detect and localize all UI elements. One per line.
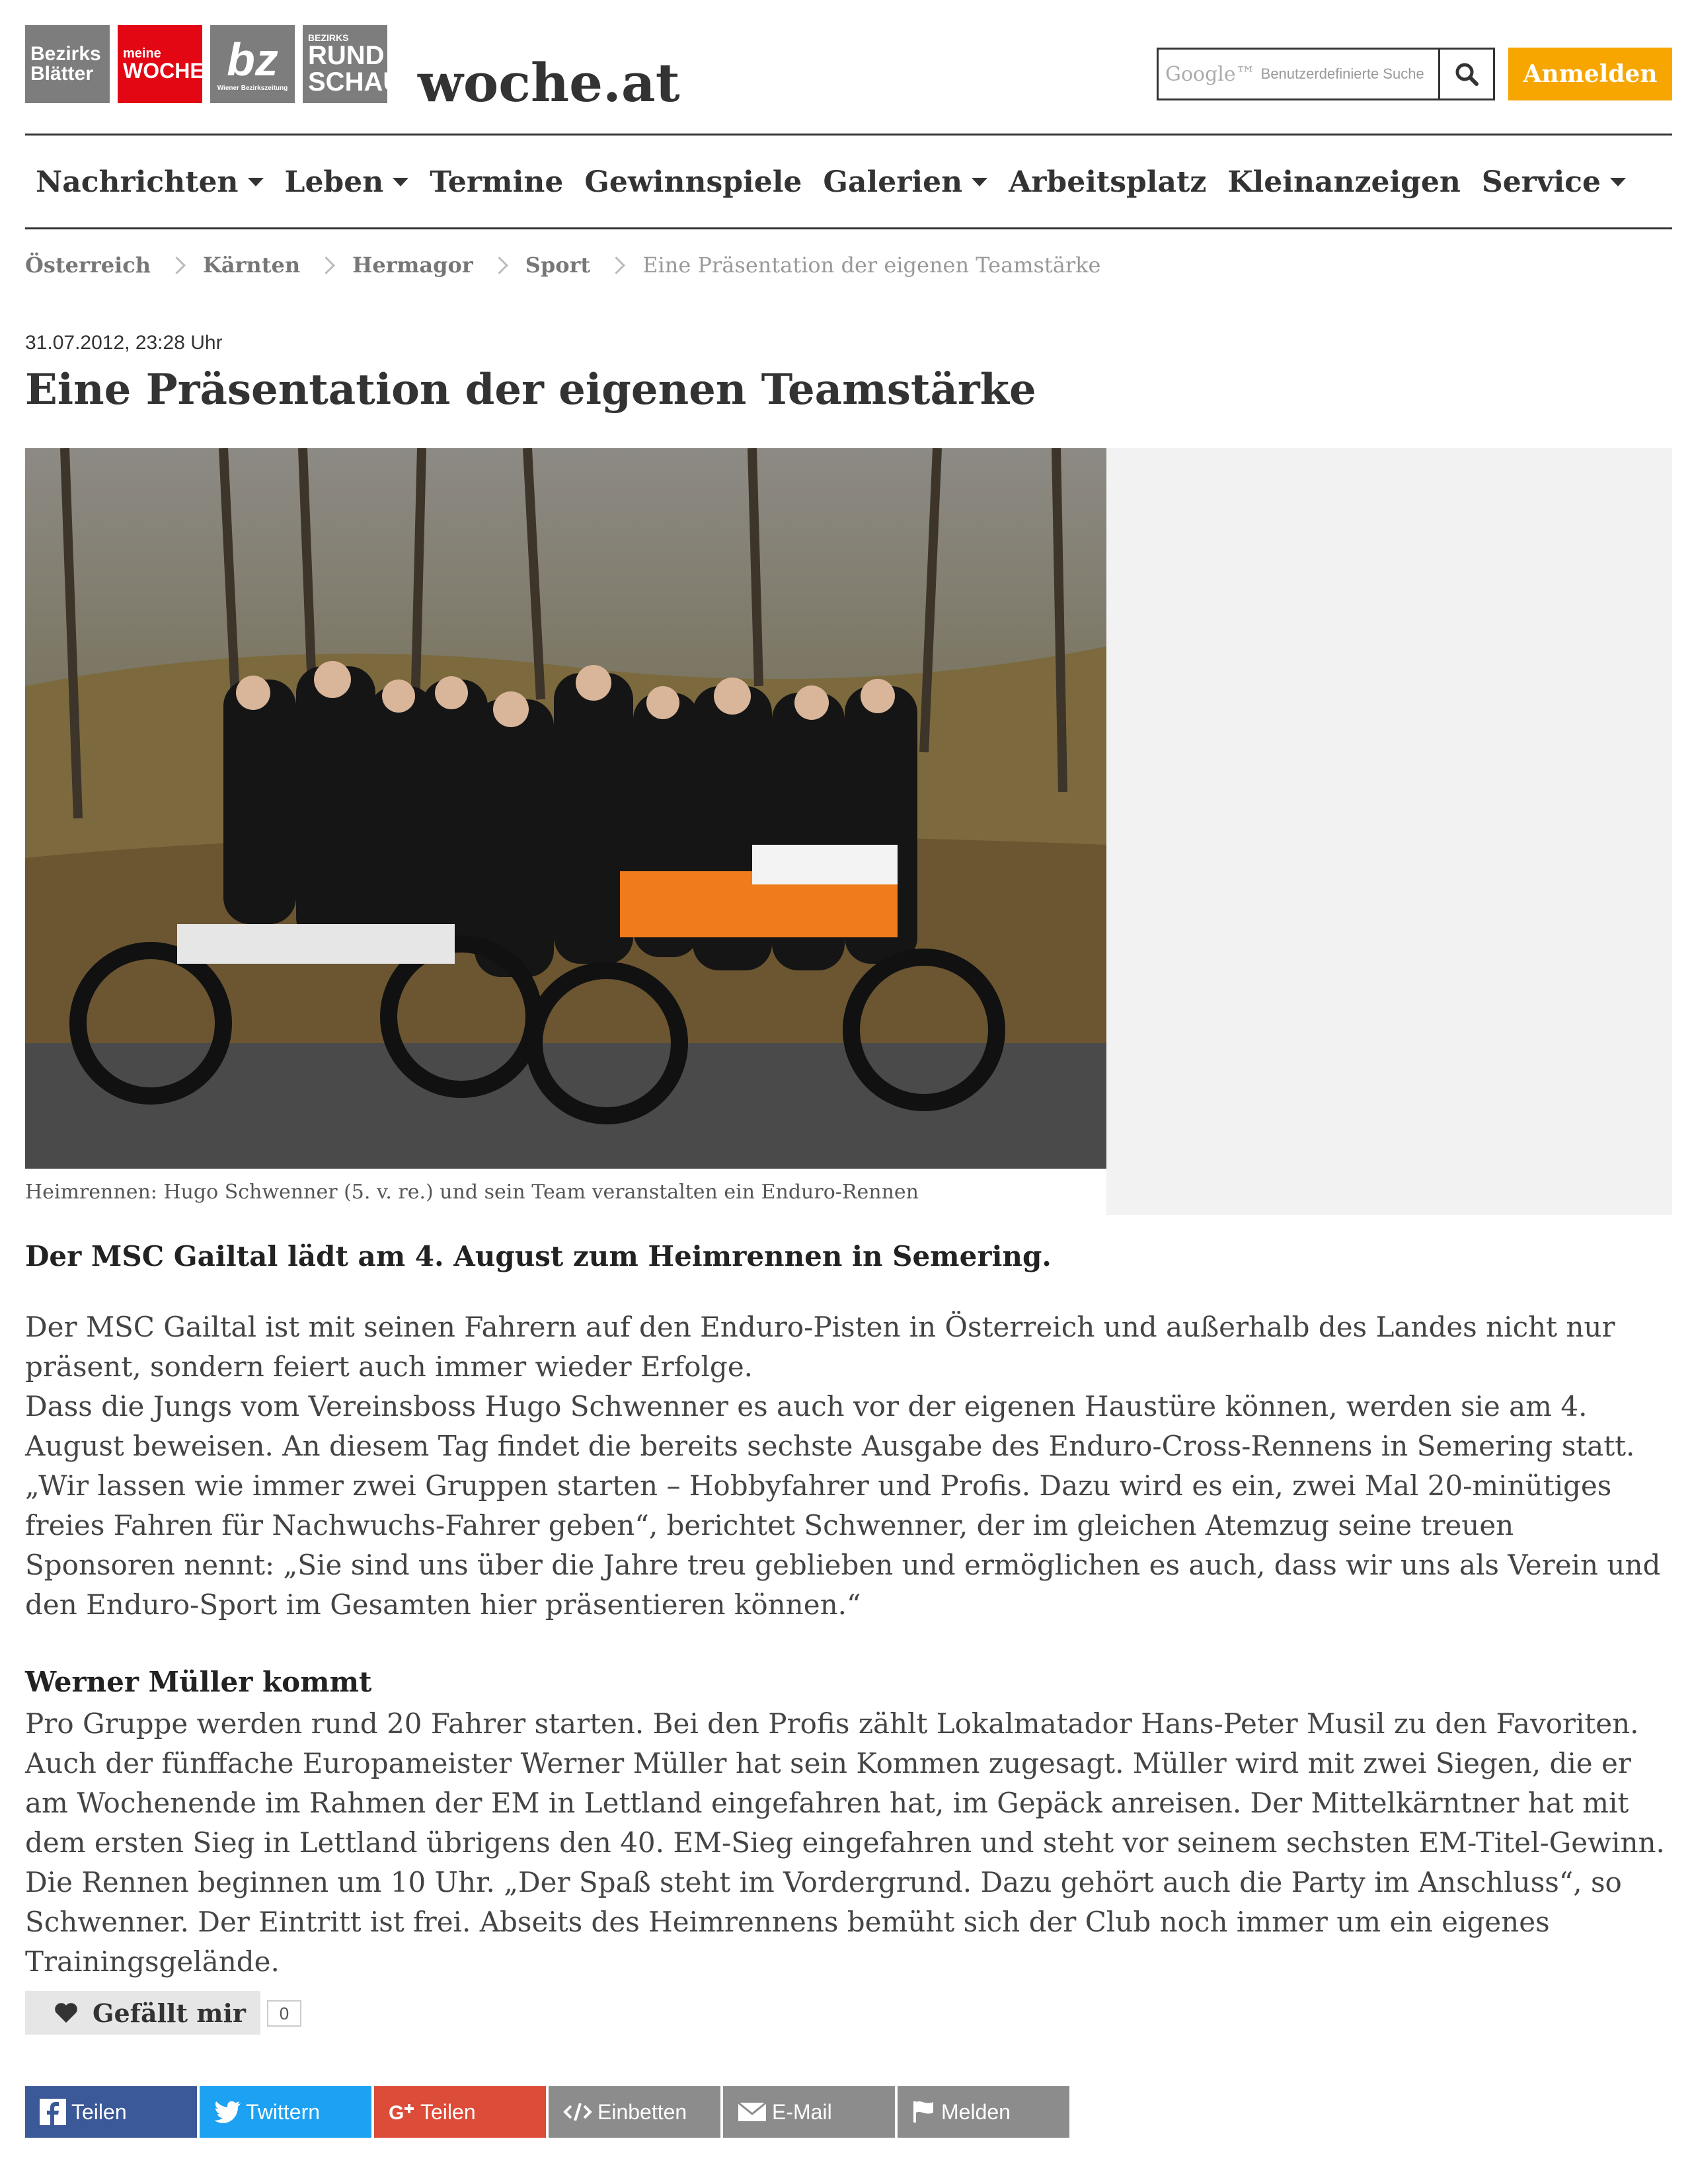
logo-text: Bezirks bbox=[30, 43, 101, 65]
logo-text: Wiener Bezirkszeitung bbox=[217, 85, 288, 92]
share-twitter-button[interactable] bbox=[200, 2086, 371, 2138]
chevron-right-icon bbox=[490, 256, 508, 274]
article-photo[interactable] bbox=[25, 448, 1106, 1169]
article-subheading: Werner Müller kommt bbox=[25, 1666, 372, 1698]
share-facebook-button[interactable] bbox=[25, 2086, 197, 2138]
nav-item-service[interactable] bbox=[1482, 165, 1626, 199]
nav-label: Leben bbox=[284, 165, 384, 199]
logo-text: RUND bbox=[308, 41, 385, 70]
logo-text: bz bbox=[227, 34, 278, 85]
nav-label: Service bbox=[1481, 165, 1601, 199]
nav-label: Termine bbox=[430, 165, 564, 199]
nav-item-galerien[interactable] bbox=[823, 165, 987, 199]
nav-item-leben[interactable] bbox=[285, 165, 409, 199]
google-label: Google™ bbox=[1165, 62, 1256, 86]
search-placeholder: Benutzerdefinierte Suche bbox=[1260, 65, 1424, 82]
share-label: E-Mail bbox=[772, 2099, 832, 2124]
heart-icon bbox=[54, 2002, 78, 2023]
ad-slot bbox=[1106, 448, 1672, 1215]
caret-down-icon bbox=[1610, 178, 1626, 186]
team-photo-image bbox=[25, 448, 1106, 1169]
article-text: Der MSC Gailtal ist mit seinen Fahrern auf den Enduro-Pisten in Österreich und außerhalb des Landes nicht nur präsent, sondern feiert auch immer wieder Erfolge. bbox=[25, 1311, 1615, 1383]
bz-logo[interactable] bbox=[210, 25, 295, 103]
publication-logos bbox=[25, 25, 403, 103]
article-date: 31.07.2012, 23:28 Uhr bbox=[25, 332, 223, 354]
search-button[interactable] bbox=[1438, 50, 1493, 98]
embed-button[interactable] bbox=[549, 2086, 720, 2138]
breadcrumb-item[interactable]: Österreich bbox=[25, 253, 151, 278]
share-label: Teilen bbox=[71, 2099, 127, 2124]
nav-label: Arbeitsplatz bbox=[1009, 165, 1207, 199]
nav-label: Nachrichten bbox=[36, 165, 239, 199]
report-button[interactable] bbox=[898, 2086, 1069, 2138]
photo-caption: Heimrennen: Hugo Schwenner (5. v. re.) und sein Team veranstalten ein Enduro-Rennen bbox=[25, 1181, 919, 1204]
nav-label: Kleinanzeigen bbox=[1227, 165, 1461, 199]
logo-text: Blätter bbox=[30, 63, 94, 85]
share-label: Teilen bbox=[420, 2099, 476, 2124]
main-nav bbox=[25, 153, 1626, 210]
article-title: Eine Präsentation der eigenen Teamstärke bbox=[25, 365, 1036, 414]
code-icon bbox=[563, 2102, 592, 2122]
share-label: Einbetten bbox=[597, 2099, 687, 2124]
bezirksblaetter-logo[interactable] bbox=[25, 25, 110, 103]
nav-label: Galerien bbox=[823, 165, 963, 199]
mail-icon bbox=[738, 2102, 767, 2122]
share-label: Melden bbox=[941, 2099, 1011, 2124]
flag-icon bbox=[912, 2100, 936, 2124]
nav-item-kleinanzeigen[interactable] bbox=[1227, 165, 1461, 199]
nav-item-nachrichten[interactable] bbox=[36, 165, 264, 199]
article-paragraph bbox=[25, 1307, 1672, 1625]
search-box bbox=[1157, 48, 1495, 100]
search-icon bbox=[1453, 61, 1480, 87]
email-button[interactable] bbox=[723, 2086, 895, 2138]
divider bbox=[25, 227, 1672, 229]
article-lead: Der MSC Gailtal lädt am 4. August zum Heimrennen in Semering. bbox=[25, 1240, 1052, 1272]
logo-text: BEZIRKS bbox=[308, 32, 349, 43]
nav-item-gewinnspiele[interactable] bbox=[584, 165, 802, 199]
breadcrumb bbox=[25, 253, 1100, 278]
search-input[interactable] bbox=[1159, 50, 1438, 98]
caret-down-icon bbox=[972, 178, 987, 186]
login-button[interactable]: Anmelden bbox=[1508, 48, 1672, 100]
twitter-icon bbox=[214, 2101, 241, 2123]
divider bbox=[25, 134, 1672, 136]
breadcrumb-item[interactable]: Hermagor bbox=[352, 253, 473, 278]
article-text: Dass die Jungs vom Vereinsboss Hugo Schwenner es auch vor der eigenen Haustüre können, werden sie am 4. August beweisen. An diesem Tag findet die bereits sechste Ausgabe des Enduro-Cross-Rennens in Semering statt. „Wir lassen wie immer zwei Gruppen starten – Hobbyfahrer und Profis. Dazu wird es ein, zwei Mal 20-minütiges freies Fahren für Nachwuchs-Fahrer geben“, berichtet Schwenner, der im gleichen Atemzug seine treuen Sponsoren nennt: „Sie sind uns über die Jahre treu geblieben und ermöglichen es auch, dass wir uns als Verein und den Enduro-Sport im Gesamten hier präsentieren können.“ bbox=[25, 1390, 1661, 1621]
caret-down-icon bbox=[393, 178, 408, 186]
chevron-right-icon bbox=[607, 256, 625, 274]
svg-text:G: G bbox=[389, 2102, 404, 2123]
logo-text: meine bbox=[123, 46, 161, 61]
logo-text: SCHAU bbox=[308, 67, 403, 97]
facebook-icon bbox=[40, 2099, 66, 2125]
like-button[interactable] bbox=[25, 1991, 260, 2035]
breadcrumb-item[interactable]: Sport bbox=[525, 253, 591, 278]
like-label: Gefällt mir bbox=[93, 1998, 246, 2028]
chevron-right-icon bbox=[317, 256, 335, 274]
site-name[interactable]: woche.at bbox=[418, 52, 680, 114]
logo-text: WOCHE bbox=[123, 59, 204, 83]
breadcrumb-current: Eine Präsentation der eigenen Teamstärke bbox=[642, 253, 1101, 278]
breadcrumb-item[interactable]: Kärnten bbox=[203, 253, 301, 278]
nav-item-termine[interactable] bbox=[430, 165, 563, 199]
caret-down-icon bbox=[248, 178, 264, 186]
bezirksrundschau-logo[interactable] bbox=[303, 25, 403, 103]
google-plus-icon bbox=[389, 2101, 415, 2123]
nav-item-arbeitsplatz[interactable] bbox=[1009, 165, 1206, 199]
like-count: 0 bbox=[267, 2000, 301, 2027]
nav-label: Gewinnspiele bbox=[584, 165, 802, 199]
chevron-right-icon bbox=[168, 256, 186, 274]
share-googleplus-button[interactable] bbox=[374, 2086, 546, 2138]
article-paragraph: Pro Gruppe werden rund 20 Fahrer starten. Bei den Profis zählt Lokalmatador Hans-Peter Musil zu den Favoriten. Auch der fünffache Europameister Werner Müller hat sein Kommen zugesagt. Müller wird mit zwei Siegen, die er am Wochenende im Rahmen der EM in Lettland eingefahren hat, im Gepäck anreisen. Der Mittelkärntner hat mit dem ersten Sieg in Lettland übrigens den 40. EM-Sieg eingefahren und steht vor seinem sechsten EM-Titel-Gewinn. Die Rennen beginnen um 10 Uhr. „Der Spaß steht im Vordergrund. Dazu gehört auch die Party im Anschluss“, so Schwenner. Der Eintritt ist frei. Abseits des Heimrennens bemüht sich der Club noch immer um ein eigenes Trainingsgelände. bbox=[25, 1707, 1665, 1978]
share-label: Twittern bbox=[246, 2099, 321, 2124]
meine-woche-logo[interactable] bbox=[118, 25, 202, 103]
